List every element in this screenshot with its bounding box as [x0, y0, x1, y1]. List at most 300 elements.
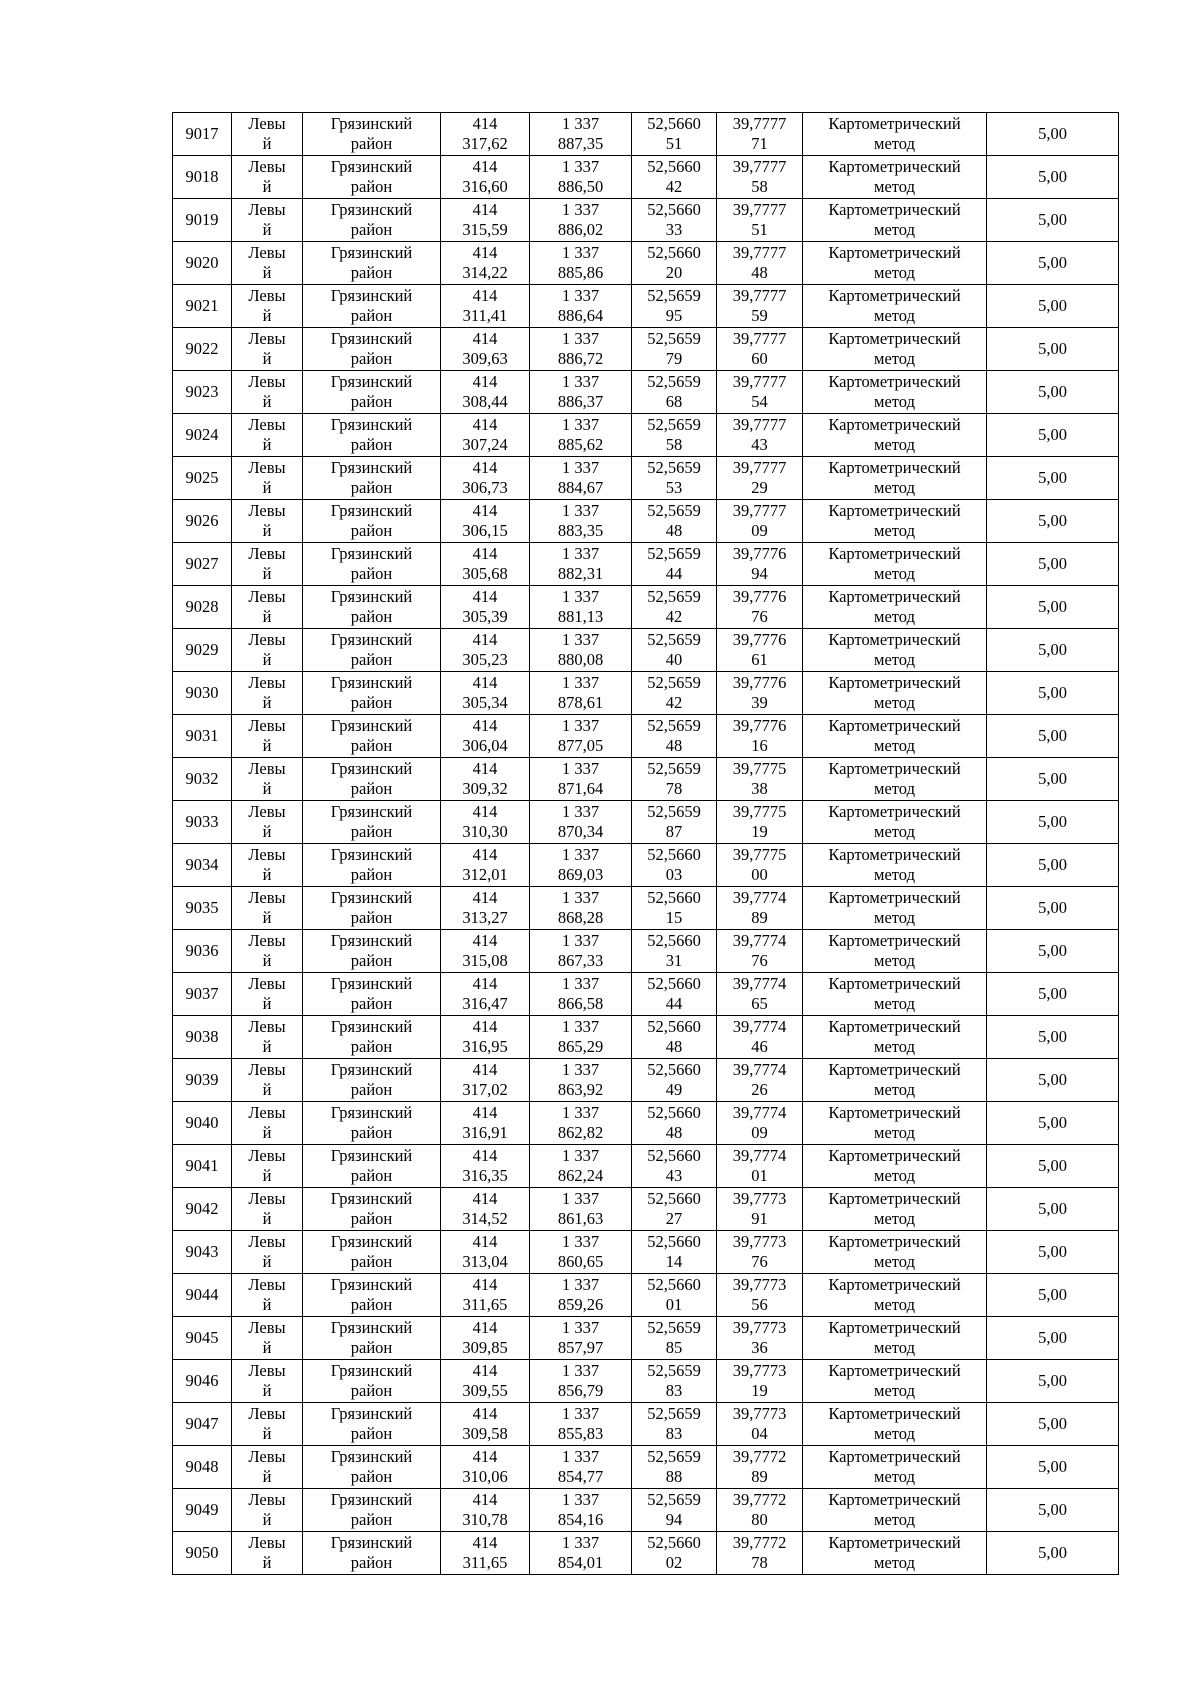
cell-line: 94 — [665, 1510, 683, 1529]
coord-x-cell — [441, 156, 530, 199]
cell-line: й — [262, 1252, 272, 1271]
accuracy-cell: 5,00 — [987, 672, 1119, 715]
table-row — [173, 1489, 1119, 1532]
coord-x-cell — [441, 1231, 530, 1274]
point-number-cell: 9041 — [173, 1145, 232, 1188]
cell-line: Грязинский — [330, 802, 413, 821]
cell-line: 1 337 — [561, 372, 600, 391]
cell-line: й — [262, 994, 272, 1013]
cell-line: 865,29 — [557, 1037, 604, 1056]
accuracy-cell: 5,00 — [987, 457, 1119, 500]
cell-line: 414 — [472, 286, 498, 305]
table-row — [173, 758, 1119, 801]
table-row — [173, 242, 1119, 285]
cell-line: район — [350, 1467, 393, 1486]
method-cell — [803, 1274, 987, 1317]
cell-line: Левы — [248, 329, 286, 348]
latitude-cell — [632, 1446, 717, 1489]
point-number-cell: 9048 — [173, 1446, 232, 1489]
cell-line: 39,7777 — [732, 157, 787, 176]
cell-line: Картометрический — [828, 1275, 961, 1294]
cell-line: район — [350, 1553, 393, 1572]
district-cell — [303, 715, 441, 758]
cell-line: метод — [874, 1123, 915, 1142]
cell-line: 1 337 — [561, 673, 600, 692]
cell-line: 52,5659 — [647, 458, 701, 477]
cell-line: район — [350, 564, 393, 583]
cell-line: Левы — [248, 802, 286, 821]
cell-line: 866,58 — [557, 994, 604, 1013]
point-number-cell: 9030 — [173, 672, 232, 715]
method-cell — [803, 672, 987, 715]
cell-line: район — [350, 951, 393, 970]
point-number-cell: 9026 — [173, 500, 232, 543]
table-row — [173, 500, 1119, 543]
method-cell — [803, 543, 987, 586]
cell-line: Картометрический — [828, 200, 961, 219]
table-row — [173, 371, 1119, 414]
cell-line: 31 — [665, 951, 683, 970]
cell-line: Левы — [248, 759, 286, 778]
coord-x-cell — [441, 715, 530, 758]
point-number-cell: 9029 — [173, 629, 232, 672]
cell-line: й — [262, 1209, 272, 1228]
cell-line: 414 — [472, 759, 498, 778]
cell-line: Грязинский — [330, 759, 413, 778]
cell-line: Грязинский — [330, 673, 413, 692]
coord-y-cell — [530, 801, 632, 844]
accuracy-cell: 5,00 — [987, 156, 1119, 199]
side-cell — [232, 156, 303, 199]
cell-line: Картометрический — [828, 1060, 961, 1079]
accuracy-cell: 5,00 — [987, 973, 1119, 1016]
coord-x-cell — [441, 543, 530, 586]
cell-line: Левы — [248, 415, 286, 434]
cell-line: 414 — [472, 845, 498, 864]
cell-line: й — [262, 521, 272, 540]
cell-line: 1 337 — [561, 716, 600, 735]
cell-line: 311,65 — [462, 1295, 508, 1314]
cell-line: й — [262, 822, 272, 841]
cell-line: метод — [874, 736, 915, 755]
coord-y-cell — [530, 1145, 632, 1188]
cell-line: 52,5660 — [647, 1146, 701, 1165]
cell-line: 52,5659 — [647, 501, 701, 520]
coord-y-cell — [530, 414, 632, 457]
cell-line: Грязинский — [330, 501, 413, 520]
district-cell — [303, 414, 441, 457]
cell-line: 52,5659 — [647, 716, 701, 735]
cell-line: 1 337 — [561, 1103, 600, 1122]
cell-line: 1 337 — [561, 802, 600, 821]
latitude-cell — [632, 1102, 717, 1145]
table-row — [173, 1317, 1119, 1360]
method-cell — [803, 930, 987, 973]
cell-line: 1 337 — [561, 888, 600, 907]
cell-line: Картометрический — [828, 1146, 961, 1165]
cell-line: 309,58 — [462, 1424, 508, 1443]
method-cell — [803, 285, 987, 328]
method-cell — [803, 1102, 987, 1145]
cell-line: 316,35 — [462, 1166, 508, 1185]
method-cell — [803, 586, 987, 629]
cell-line: 317,02 — [462, 1080, 508, 1099]
cell-line: й — [262, 1381, 272, 1400]
cell-line: 39,7772 — [732, 1533, 787, 1552]
accuracy-cell: 5,00 — [987, 758, 1119, 801]
latitude-cell — [632, 457, 717, 500]
cell-line: район — [350, 650, 393, 669]
accuracy-cell: 5,00 — [987, 1231, 1119, 1274]
point-number-cell: 9050 — [173, 1532, 232, 1575]
coord-y-cell — [530, 1231, 632, 1274]
cell-line: Левы — [248, 243, 286, 262]
cell-line: 312,01 — [462, 865, 508, 884]
cell-line: 859,26 — [557, 1295, 604, 1314]
cell-line: Грязинский — [330, 1275, 413, 1294]
cell-line: Картометрический — [828, 931, 961, 950]
method-cell — [803, 328, 987, 371]
cell-line: 414 — [472, 974, 498, 993]
side-cell — [232, 801, 303, 844]
cell-line: район — [350, 822, 393, 841]
cell-line: 1 337 — [561, 1533, 600, 1552]
table-row — [173, 1059, 1119, 1102]
side-cell — [232, 1489, 303, 1532]
accuracy-cell: 5,00 — [987, 1317, 1119, 1360]
cell-line: й — [262, 306, 272, 325]
cell-line: Картометрический — [828, 716, 961, 735]
cell-line: район — [350, 1338, 393, 1357]
cell-line: 89 — [751, 1467, 768, 1486]
cell-line: Грязинский — [330, 372, 413, 391]
cell-line: метод — [874, 908, 915, 927]
cell-line: 87 — [665, 822, 683, 841]
cell-line: й — [262, 951, 272, 970]
latitude-cell — [632, 242, 717, 285]
table-row — [173, 1188, 1119, 1231]
cell-line: 52,5659 — [647, 673, 701, 692]
side-cell — [232, 1231, 303, 1274]
cell-line: 39,7774 — [732, 931, 787, 950]
cell-line: Левы — [248, 630, 286, 649]
cell-line: 01 — [665, 1295, 683, 1314]
point-number-cell: 9032 — [173, 758, 232, 801]
cell-line: 52,5660 — [647, 157, 701, 176]
accuracy-cell: 5,00 — [987, 1489, 1119, 1532]
cell-line: 39,7775 — [732, 759, 787, 778]
cell-line: Картометрический — [828, 845, 961, 864]
latitude-cell — [632, 801, 717, 844]
coord-y-cell — [530, 586, 632, 629]
cell-line: 414 — [472, 1490, 498, 1509]
point-number-cell: 9018 — [173, 156, 232, 199]
latitude-cell — [632, 1489, 717, 1532]
cell-line: й — [262, 1295, 272, 1314]
cell-line: метод — [874, 779, 915, 798]
cell-line: Картометрический — [828, 1490, 961, 1509]
longitude-cell — [717, 1059, 803, 1102]
coord-x-cell — [441, 1532, 530, 1575]
cell-line: метод — [874, 306, 915, 325]
cell-line: Левы — [248, 931, 286, 950]
coord-x-cell — [441, 844, 530, 887]
side-cell — [232, 1016, 303, 1059]
cell-line: 43 — [751, 435, 768, 454]
cell-line: 313,27 — [462, 908, 508, 927]
district-cell — [303, 156, 441, 199]
cell-line: Левы — [248, 501, 286, 520]
cell-line: район — [350, 994, 393, 1013]
cell-line: 1 337 — [561, 630, 600, 649]
cell-line: 414 — [472, 415, 498, 434]
cell-line: й — [262, 134, 272, 153]
latitude-cell — [632, 1231, 717, 1274]
cell-line: 03 — [665, 865, 683, 884]
cell-line: 85 — [665, 1338, 683, 1357]
coord-x-cell — [441, 414, 530, 457]
cell-line: Левы — [248, 286, 286, 305]
method-cell — [803, 1360, 987, 1403]
cell-line: 414 — [472, 931, 498, 950]
cell-line: Левы — [248, 200, 286, 219]
district-cell — [303, 328, 441, 371]
latitude-cell — [632, 887, 717, 930]
cell-line: 52,5659 — [647, 1490, 701, 1509]
longitude-cell — [717, 199, 803, 242]
longitude-cell — [717, 1188, 803, 1231]
coord-x-cell — [441, 1016, 530, 1059]
method-cell — [803, 1016, 987, 1059]
cell-line: й — [262, 177, 272, 196]
cell-line: 39,7773 — [732, 1361, 787, 1380]
cell-line: метод — [874, 1295, 915, 1314]
table-row — [173, 113, 1119, 156]
cell-line: район — [350, 435, 393, 454]
cell-line: 414 — [472, 587, 498, 606]
latitude-cell — [632, 500, 717, 543]
cell-line: 52,5659 — [647, 372, 701, 391]
latitude-cell — [632, 113, 717, 156]
table-row — [173, 930, 1119, 973]
accuracy-cell: 5,00 — [987, 543, 1119, 586]
cell-line: район — [350, 865, 393, 884]
accuracy-cell: 5,00 — [987, 328, 1119, 371]
coord-y-cell — [530, 328, 632, 371]
cell-line: 306,15 — [462, 521, 508, 540]
cell-line: 862,82 — [557, 1123, 604, 1142]
cell-line: 315,59 — [462, 220, 508, 239]
table-row — [173, 1016, 1119, 1059]
cell-line: 880,08 — [557, 650, 604, 669]
coord-x-cell — [441, 113, 530, 156]
cell-line: 868,28 — [557, 908, 604, 927]
table-row — [173, 1231, 1119, 1274]
district-cell — [303, 113, 441, 156]
cell-line: 885,62 — [557, 435, 604, 454]
side-cell — [232, 285, 303, 328]
coord-x-cell — [441, 500, 530, 543]
longitude-cell — [717, 414, 803, 457]
cell-line: район — [350, 177, 393, 196]
cell-line: 878,61 — [557, 693, 604, 712]
point-number-cell: 9024 — [173, 414, 232, 457]
cell-line: Грязинский — [330, 630, 413, 649]
coord-y-cell — [530, 1360, 632, 1403]
side-cell — [232, 973, 303, 1016]
latitude-cell — [632, 199, 717, 242]
cell-line: Грязинский — [330, 544, 413, 563]
point-number-cell: 9040 — [173, 1102, 232, 1145]
cell-line: 39,7777 — [732, 372, 787, 391]
district-cell — [303, 242, 441, 285]
cell-line: 1 337 — [561, 931, 600, 950]
method-cell — [803, 1489, 987, 1532]
cell-line: 38 — [751, 779, 768, 798]
cell-line: район — [350, 693, 393, 712]
cell-line: 48 — [751, 263, 768, 282]
cell-line: Картометрический — [828, 888, 961, 907]
coord-y-cell — [530, 1059, 632, 1102]
cell-line: 316,60 — [462, 177, 508, 196]
longitude-cell — [717, 973, 803, 1016]
side-cell — [232, 500, 303, 543]
latitude-cell — [632, 672, 717, 715]
cell-line: Грязинский — [330, 1447, 413, 1466]
table-row — [173, 285, 1119, 328]
table-row — [173, 844, 1119, 887]
district-cell — [303, 1188, 441, 1231]
cell-line: 1 337 — [561, 114, 600, 133]
cell-line: Левы — [248, 1189, 286, 1208]
district-cell — [303, 1317, 441, 1360]
cell-line: Грязинский — [330, 157, 413, 176]
cell-line: район — [350, 1037, 393, 1056]
side-cell — [232, 1317, 303, 1360]
cell-line: й — [262, 1467, 272, 1486]
cell-line: 60 — [751, 349, 768, 368]
cell-line: Левы — [248, 114, 286, 133]
cell-line: 15 — [665, 908, 683, 927]
point-number-cell: 9046 — [173, 1360, 232, 1403]
cell-line: 414 — [472, 1447, 498, 1466]
method-cell — [803, 199, 987, 242]
district-cell — [303, 199, 441, 242]
cell-line: 1 337 — [561, 1232, 600, 1251]
cell-line: 42 — [665, 177, 683, 196]
cell-line: 89 — [751, 908, 768, 927]
cell-line: Грязинский — [330, 845, 413, 864]
longitude-cell — [717, 1532, 803, 1575]
cell-line: 39,7776 — [732, 673, 787, 692]
cell-line: район — [350, 1123, 393, 1142]
cell-line: 52,5660 — [647, 845, 701, 864]
cell-line: район — [350, 263, 393, 282]
cell-line: 854,77 — [557, 1467, 604, 1486]
method-cell — [803, 500, 987, 543]
district-cell — [303, 801, 441, 844]
cell-line: й — [262, 865, 272, 884]
method-cell — [803, 887, 987, 930]
cell-line: 414 — [472, 673, 498, 692]
cell-line: 867,33 — [557, 951, 604, 970]
cell-line: 1 337 — [561, 200, 600, 219]
latitude-cell — [632, 586, 717, 629]
cell-line: 881,13 — [557, 607, 604, 626]
cell-line: Картометрический — [828, 1318, 961, 1337]
cell-line: й — [262, 392, 272, 411]
cell-line: й — [262, 220, 272, 239]
accuracy-cell: 5,00 — [987, 1360, 1119, 1403]
method-cell — [803, 1059, 987, 1102]
accuracy-cell: 5,00 — [987, 1145, 1119, 1188]
cell-line: 870,34 — [557, 822, 604, 841]
cell-line: й — [262, 1037, 272, 1056]
cell-line: 1 337 — [561, 587, 600, 606]
cell-line: метод — [874, 822, 915, 841]
cell-line: 39,7774 — [732, 888, 787, 907]
cell-line: Левы — [248, 1017, 286, 1036]
cell-line: район — [350, 349, 393, 368]
side-cell — [232, 629, 303, 672]
table-row — [173, 414, 1119, 457]
table-row — [173, 1145, 1119, 1188]
district-cell — [303, 887, 441, 930]
cell-line: Левы — [248, 1232, 286, 1251]
cell-line: 36 — [751, 1338, 768, 1357]
cell-line: 1 337 — [561, 157, 600, 176]
cell-line: Грязинский — [330, 587, 413, 606]
table-row — [173, 1403, 1119, 1446]
cell-line: Картометрический — [828, 802, 961, 821]
longitude-cell — [717, 930, 803, 973]
cell-line: 39,7777 — [732, 501, 787, 520]
cell-line: 305,34 — [462, 693, 508, 712]
accuracy-cell: 5,00 — [987, 199, 1119, 242]
cell-line: 1 337 — [561, 1275, 600, 1294]
cell-line: Левы — [248, 458, 286, 477]
cell-line: 1 337 — [561, 1361, 600, 1380]
coord-y-cell — [530, 973, 632, 1016]
accuracy-cell: 5,00 — [987, 801, 1119, 844]
method-cell — [803, 1532, 987, 1575]
cell-line: метод — [874, 650, 915, 669]
method-cell — [803, 629, 987, 672]
table-row — [173, 1102, 1119, 1145]
cell-line: 51 — [665, 134, 683, 153]
cell-line: 39,7773 — [732, 1232, 787, 1251]
cell-line: район — [350, 1381, 393, 1400]
longitude-cell — [717, 500, 803, 543]
cell-line: метод — [874, 607, 915, 626]
latitude-cell — [632, 715, 717, 758]
cell-line: й — [262, 1424, 272, 1443]
point-number-cell: 9034 — [173, 844, 232, 887]
cell-line: метод — [874, 1166, 915, 1185]
coord-y-cell — [530, 457, 632, 500]
cell-line: й — [262, 1338, 272, 1357]
coord-x-cell — [441, 1446, 530, 1489]
cell-line: метод — [874, 435, 915, 454]
cell-line: 305,23 — [462, 650, 508, 669]
cell-line: Левы — [248, 1275, 286, 1294]
point-number-cell: 9020 — [173, 242, 232, 285]
cell-line: район — [350, 306, 393, 325]
district-cell — [303, 758, 441, 801]
cell-line: 39,7774 — [732, 1103, 787, 1122]
accuracy-cell: 5,00 — [987, 113, 1119, 156]
cell-line: 91 — [751, 1209, 768, 1228]
